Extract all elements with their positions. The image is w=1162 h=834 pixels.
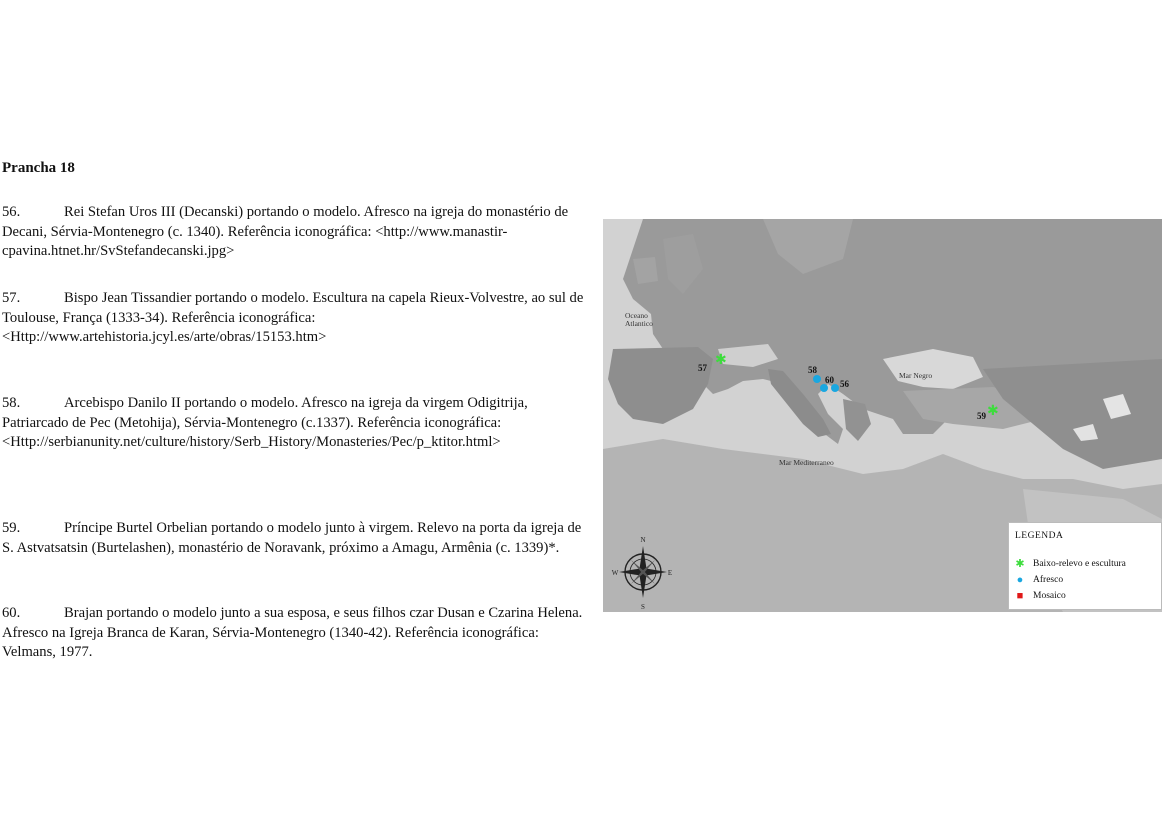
point-label-60: 60 (825, 375, 834, 385)
map-point-58 (813, 375, 821, 383)
entry-59 (2, 519, 584, 558)
entry-number: 59. (2, 520, 21, 536)
entry-text: Rei Stefan Uros III (Decanski) portando o modelo. Afresco na igreja do monastério de Decani, Sérvia-Montenegro (c. 1340). Referência iconográfica: <http://www.manastir-cpavina.htnet.hr/SvStefandecanski.jpg> (2, 204, 569, 259)
compass-s: S (641, 603, 645, 611)
entry-57 (2, 289, 584, 348)
map-point-57: ✱ (715, 353, 727, 368)
map-point-56 (831, 384, 839, 392)
point-label-57: 57 (698, 363, 707, 373)
legend-label: Mosaico (1033, 591, 1066, 601)
legend-title: LEGENDA (1015, 531, 1064, 541)
asterisk-icon: ✱ (1015, 558, 1025, 570)
square-icon: ■ (1016, 590, 1024, 602)
entry-text: Arcebispo Danilo II portando o modelo. Afresco na igreja da virgem Odigitrija, Patriarcado de Pec (Metohija), Sérvia-Montenegro (c.1337). Referência iconográfica: <Http://serbianunity.net/culture/history/Serb_History/Monasteries/Pec/p_ktitor.html> (2, 395, 528, 450)
map-point-59: ✱ (987, 404, 999, 419)
entry-text: Brajan portando o modelo junto a sua esposa, e seus filhos czar Dusan e Czarina Helena. Afresco na Igreja Branca de Karan, Sérvia-Montenegro (1340-42). Referência iconográfica: Velmans, 1977. (2, 605, 583, 660)
sea-label-black: Mar Negro (899, 371, 933, 380)
entry-text: Bispo Jean Tissandier portando o modelo. Escultura na capela Rieux-Volvestre, ao sul de Toulouse, França (1333-34). Referência iconográfica: <Http://www.artehistoria.jcyl.es/arte/obras/15153.htm> (2, 290, 584, 345)
compass-e: E (667, 569, 673, 577)
compass-n: N (640, 536, 646, 544)
legend-label: Afresco (1033, 575, 1064, 585)
plate-title: Prancha 18 (2, 160, 75, 176)
entry-number: 58. (2, 395, 21, 411)
entry-number: 60. (2, 605, 21, 621)
entry-56 (2, 203, 584, 262)
entry-58 (2, 394, 584, 453)
map-point-60 (820, 384, 828, 392)
entry-number: 57. (2, 290, 21, 306)
legend-item-relief (1015, 559, 1126, 569)
legend-item-mosaic (1015, 591, 1066, 601)
compass-w: W (611, 569, 619, 577)
point-label-58: 58 (808, 365, 817, 375)
europe-map (603, 219, 1162, 612)
legend-item-fresco (1015, 575, 1063, 585)
legend-label: Baixo-relevo e escultura (1033, 559, 1126, 569)
compass-rose-icon (613, 534, 673, 610)
dot-icon: ● (1016, 574, 1024, 586)
map-legend (1008, 522, 1162, 610)
sea-label-atlantic: Oceano Atlantico (625, 311, 653, 328)
sea-label-mediterranean: Mar Mediterraneo (779, 458, 834, 467)
entry-text: Príncipe Burtel Orbelian portando o modelo junto à virgem. Relevo na porta da igreja de S. Astvatsatsin (Burtelashen), monastério de Noravank, próximo a Amagu, Armênia (c. 1339)*. (2, 520, 582, 556)
entry-60 (2, 604, 584, 663)
point-label-56: 56 (840, 379, 849, 389)
entry-number: 56. (2, 204, 21, 220)
point-label-59: 59 (977, 411, 986, 421)
